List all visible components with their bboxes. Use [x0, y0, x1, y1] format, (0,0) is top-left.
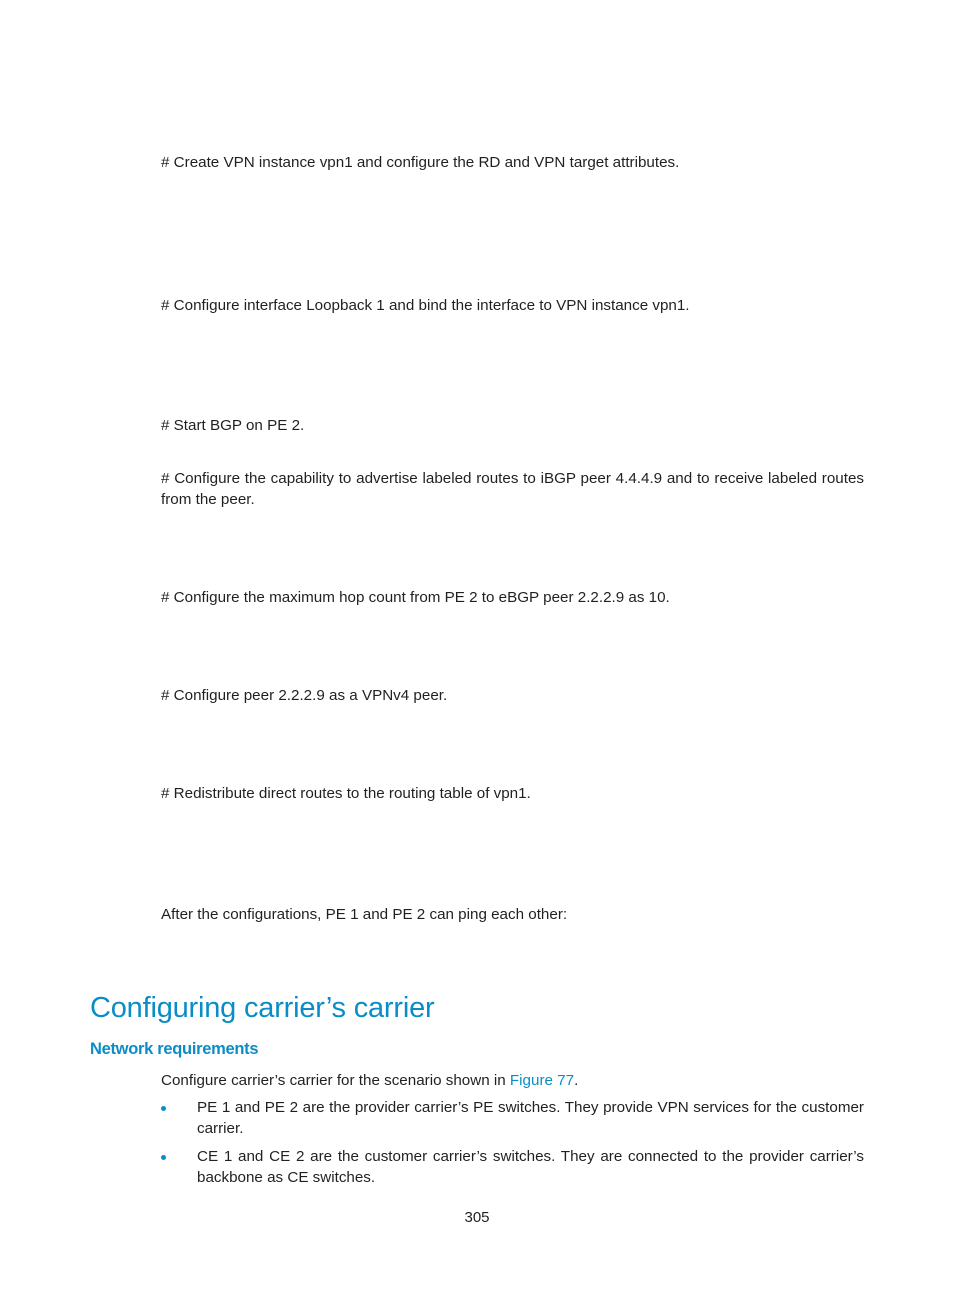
paragraph-vpnv4-peer: # Configure peer 2.2.2.9 as a VPNv4 peer.	[161, 687, 448, 704]
bullet-dot-icon	[161, 1106, 166, 1111]
paragraph-create-vpn-instance: # Create VPN instance vpn1 and configure the RD and VPN target attributes.	[161, 154, 680, 171]
bullet-dot-icon	[161, 1155, 166, 1160]
paragraph-labeled-routes: # Configure the capability to advertise labeled routes to iBGP peer 4.4.4.9 and to receive labeled routes from the peer.	[161, 470, 864, 508]
page-number: 305	[464, 1209, 490, 1226]
section-intro	[161, 1070, 864, 1091]
paragraph-redistribute-direct: # Redistribute direct routes to the routing table of vpn1.	[161, 785, 531, 802]
list-item-text: PE 1 and PE 2 are the provider carrier’s PE switches. They provide VPN services for the customer carrier.	[197, 1099, 864, 1137]
list-item-text: CE 1 and CE 2 are the customer carrier’s switches. They are connected to the provider carrier’s backbone as CE switches.	[197, 1148, 864, 1186]
section-title: Configuring carrier’s carrier	[90, 992, 435, 1024]
intro-suffix: .	[574, 1072, 579, 1089]
paragraph-max-hop-count: # Configure the maximum hop count from PE 2 to eBGP peer 2.2.2.9 as 10.	[161, 589, 670, 606]
paragraph-configure-loopback: # Configure interface Loopback 1 and bind the interface to VPN instance vpn1.	[161, 297, 690, 314]
figure-77-link[interactable]: Figure 77	[509, 1072, 575, 1089]
paragraph-after-configurations: After the configurations, PE 1 and PE 2 can ping each other:	[161, 906, 568, 923]
section-subtitle: Network requirements	[90, 1040, 259, 1058]
intro-prefix: Configure carrier’s carrier for the scenario shown in	[161, 1072, 510, 1089]
paragraph-start-bgp: # Start BGP on PE 2.	[161, 417, 305, 434]
